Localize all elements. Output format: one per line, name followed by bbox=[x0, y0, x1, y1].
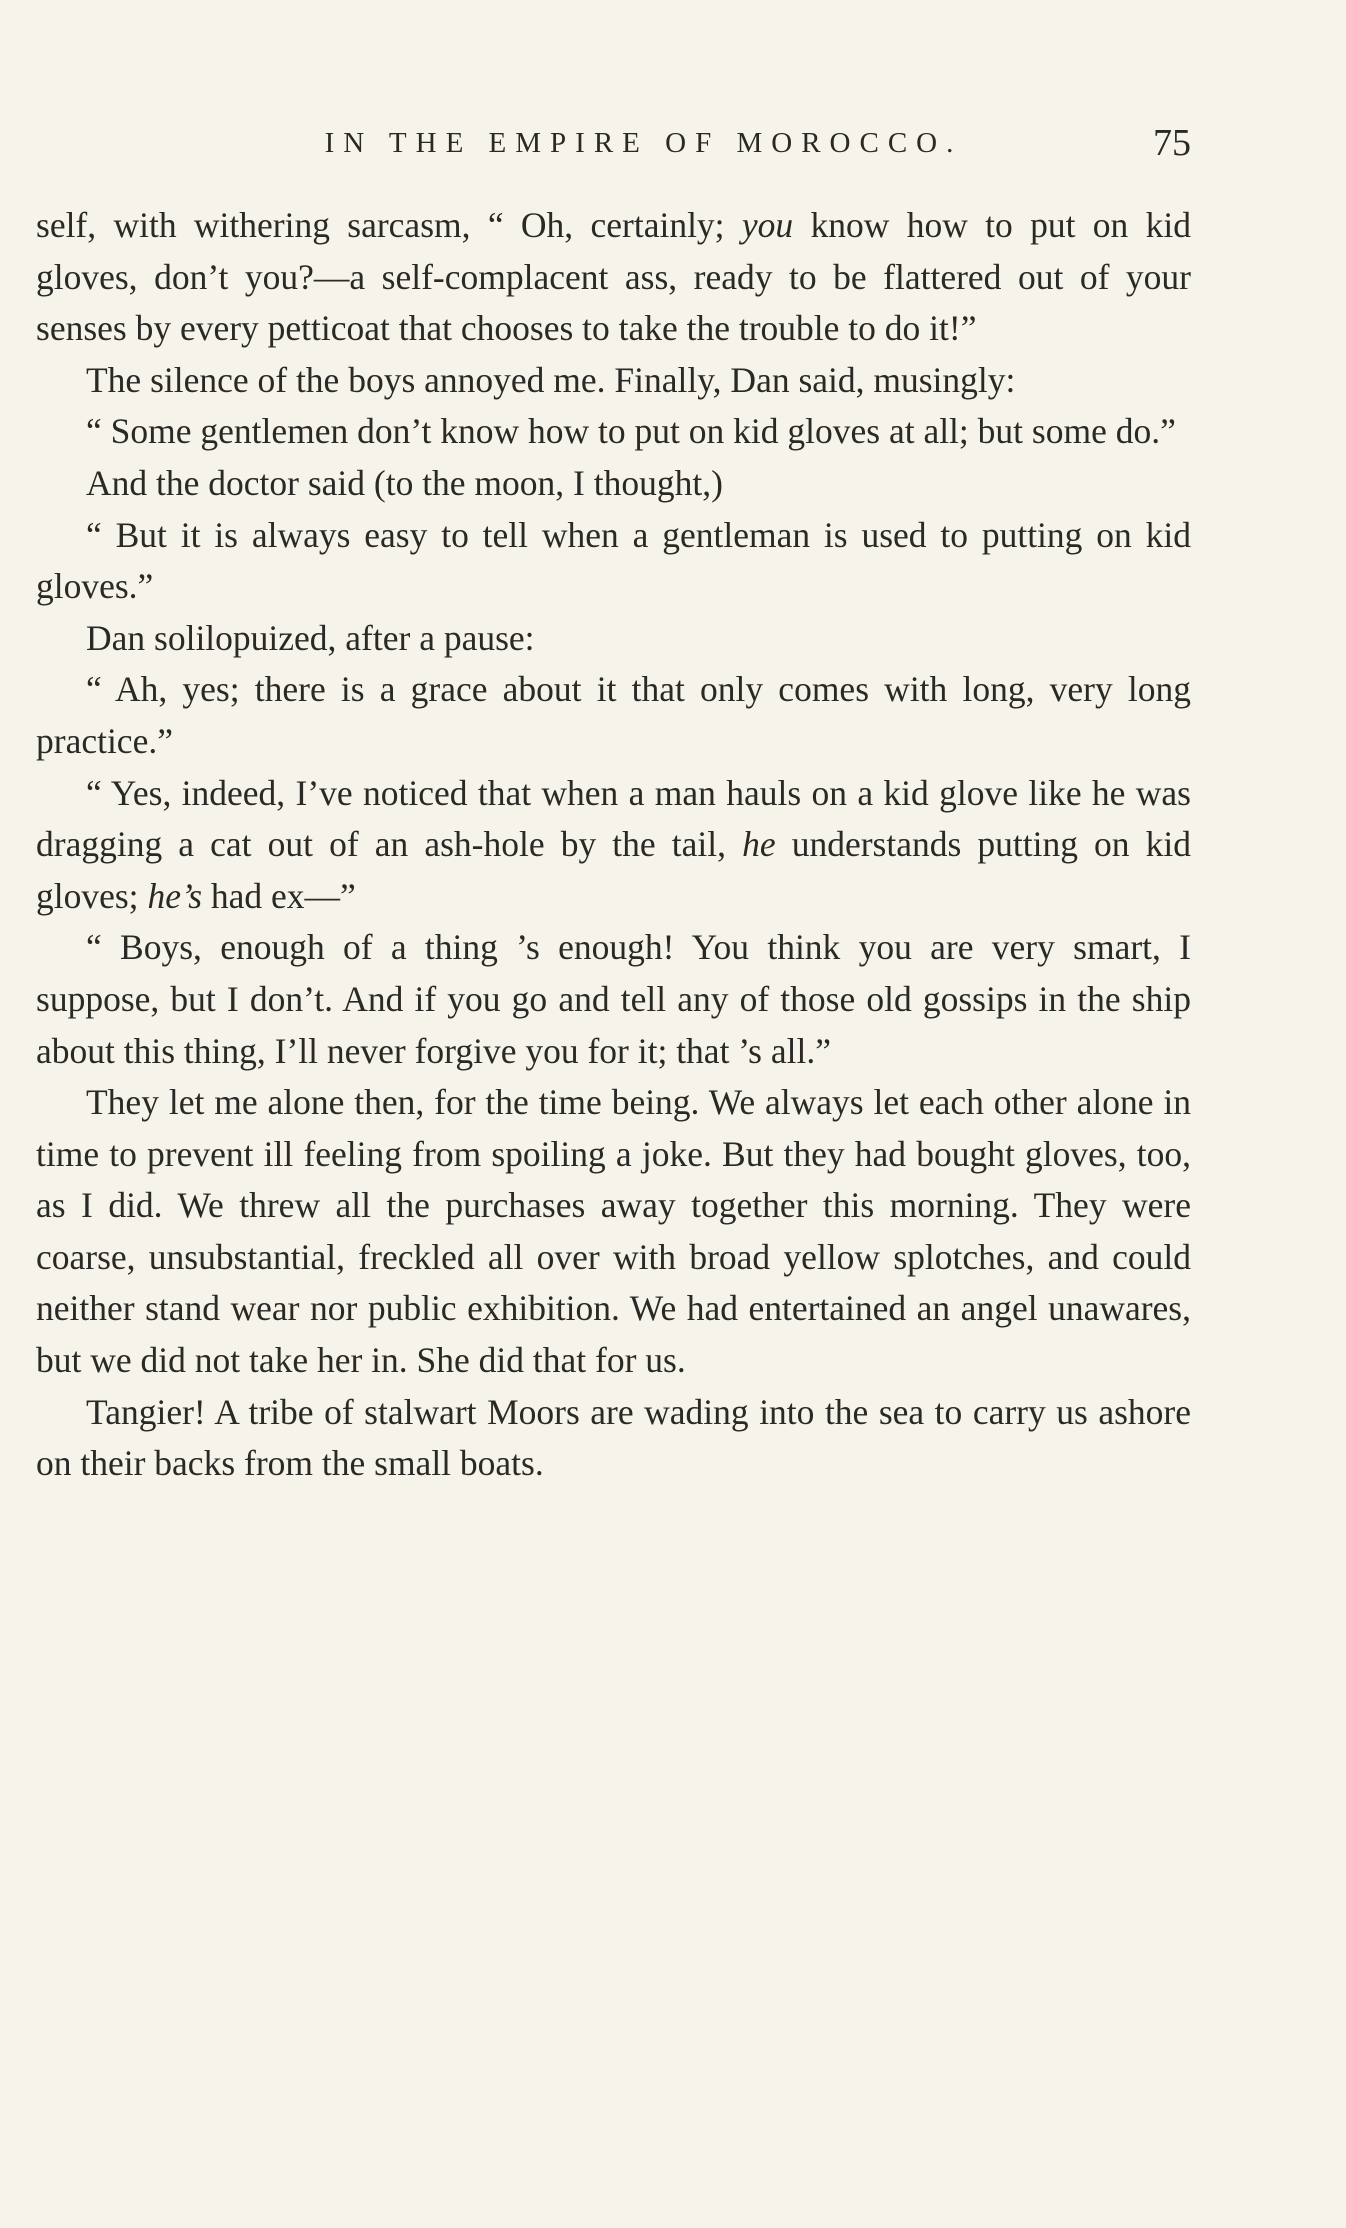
italic-text: he’s bbox=[147, 875, 203, 916]
paragraph bbox=[36, 664, 1191, 767]
paragraph bbox=[36, 613, 1191, 665]
paragraph bbox=[36, 200, 1191, 355]
text-run: “ Boys, enough of a thing ’s enough! You think you are very smart, I suppose, but I don’t. And if you go and tell any of those old gossips in the ship about this thing, I’ll never forgive you for it; that ’s all.” bbox=[36, 927, 1191, 1071]
paragraph bbox=[36, 768, 1191, 923]
text-run: “ Yes, indeed, I’ve noticed that when a man hauls on a kid glove like he was dragging a cat out of an ash-hole by the tail, bbox=[36, 772, 1191, 865]
text-run: had ex—” bbox=[202, 875, 356, 916]
text-run: know how to put on kid gloves, don’t you?—a self-complacent ass, ready to be flattered out of your senses by every petticoat that chooses to take the trouble to do it!” bbox=[36, 205, 1191, 349]
text-run: Dan solilopuized, after a pause: bbox=[86, 617, 535, 658]
paragraph bbox=[36, 355, 1191, 407]
text-run: Tangier! A tribe of stalwart Moors are wading into the sea to carry us ashore on their backs from the small boats. bbox=[36, 1391, 1191, 1484]
text-run: The silence of the boys annoyed me. Finally, Dan said, musingly: bbox=[86, 359, 1016, 400]
text-run: self, with withering sarcasm, “ Oh, certainly; bbox=[36, 205, 742, 245]
running-header bbox=[36, 118, 1191, 168]
paragraph bbox=[36, 922, 1191, 1077]
page-number: 75 bbox=[1153, 122, 1191, 164]
text-run: They let me alone then, for the time being. We always let each other alone in time to prevent ill feeling from spoiling a joke. But they had bought gloves, too, as I did. We threw all the purchases away together this morning. They were coarse, unsubstantial, freckled all over with broad yellow splotches, and could neither stand wear nor public exhibition. We had entertained an angel unawares, but we did not take her in. She did that for us. bbox=[36, 1082, 1191, 1381]
paragraph bbox=[36, 1077, 1191, 1387]
body-text bbox=[36, 200, 1191, 1490]
text-run: understands putting on kid gloves; bbox=[36, 824, 1192, 916]
paragraph bbox=[36, 1387, 1191, 1490]
italic-text: you bbox=[741, 205, 794, 245]
text-run: “ Ah, yes; there is a grace about it that only comes with long, very long practice.” bbox=[36, 669, 1191, 761]
text-run: “ Some gentlemen don’t know how to put on kid gloves at all; but some do.” bbox=[86, 411, 1176, 452]
text-run: “ But it is always easy to tell when a gentleman is used to putting on kid gloves.” bbox=[36, 514, 1191, 607]
paragraph bbox=[36, 458, 1191, 510]
italic-text: he bbox=[742, 824, 776, 865]
paragraph bbox=[36, 406, 1191, 458]
running-title: IN THE EMPIRE OF MOROCCO. bbox=[324, 127, 963, 159]
text-run: And the doctor said (to the moon, I thought,) bbox=[86, 462, 723, 503]
paragraph bbox=[36, 510, 1191, 613]
